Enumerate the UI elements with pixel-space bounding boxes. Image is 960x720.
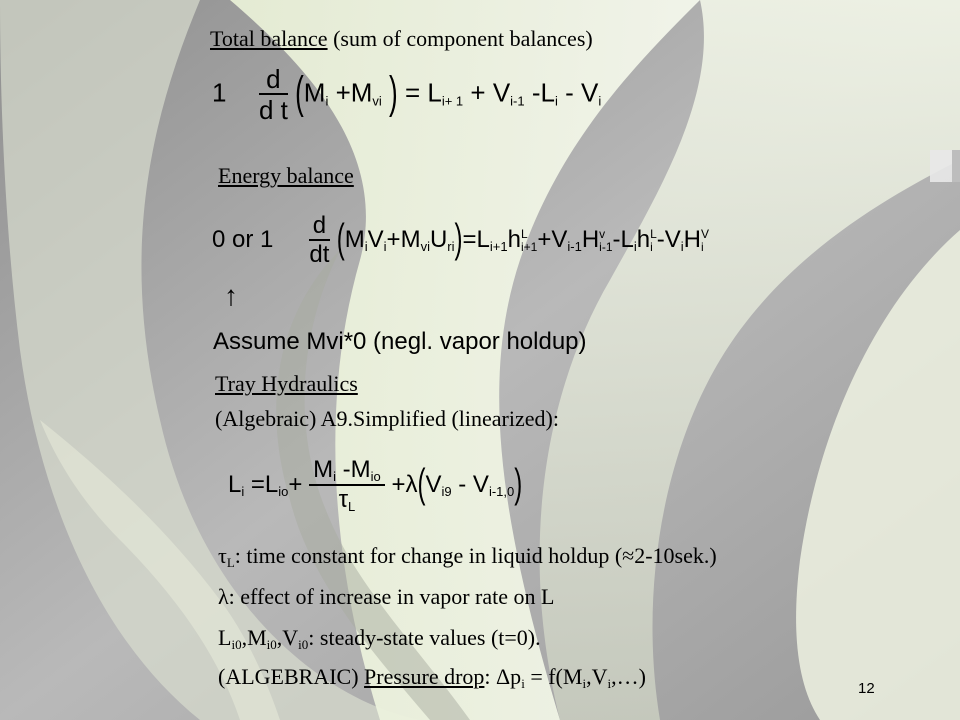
pressure-drop-note: (ALGEBRAIC) Pressure drop: $\Delta p_i$ = $f(M_i,V_i,\dots)$ [218, 664, 646, 691]
total-balance-underlined: Total balance [210, 26, 328, 51]
eq1-derivative: $\frac{d}{\text{d t}}$ [258, 64, 288, 125]
tray-hydraulics-heading: Tray Hydraulics [215, 371, 358, 396]
energy-balance-equation: 0 or 1 $\frac{d}{dt}$ $(M_iV_i+M_{vi}U_{ri})=L_{i+1}h$ L i+1 $+V_{i-1}H$ v i-1 $-L_ih$ L i $-V_iH$ V i [212, 212, 710, 268]
eq2-derivative: $\frac{d}{dt}$ [309, 212, 330, 268]
up-arrow-icon: ↑ [224, 281, 238, 312]
total-balance-heading [210, 28, 593, 50]
assumption-text: Assume Mvi*0 (negl. vapor holdup) [213, 328, 587, 355]
eq2-lhs: 0 or 1 [212, 225, 274, 253]
lambda-note: λ: effect of increase in vapor rate on L [218, 584, 555, 609]
tray-hydraulics-equation: $L_i =L_{io}+$ $\frac{M_i -M_{io}}{\tau_L}$ $+\lambda(V_{i9} - V_{i-1,0})$ [228, 456, 523, 514]
total-balance-equation: 1 $\frac{d}{\text{d t}}$ ($M_i +M_{vi}$ ) = $L_{i+ 1} + V_{i-1}$ $-L_i - V_i$ [212, 64, 602, 125]
steady-state-note: $L_{i0},M_{i0},V_{i0}$: steady-state values (t=0). [218, 625, 541, 652]
eq1-lhs: 1 [212, 77, 227, 108]
tau-note: $\tau_L$: time constant for change in liquid holdup (≈2-10sek.) [218, 543, 717, 570]
total-balance-rest: (sum of component balances) [327, 26, 593, 51]
page-number: 12 [858, 680, 875, 697]
eq3-fraction: $\frac{M_i -M_{io}}{\tau_L}$ [309, 458, 385, 513]
energy-balance-heading: Energy balance [218, 163, 354, 188]
tray-hydraulics-subheading: (Algebraic) A9.Simplified (linearized): [215, 406, 559, 431]
